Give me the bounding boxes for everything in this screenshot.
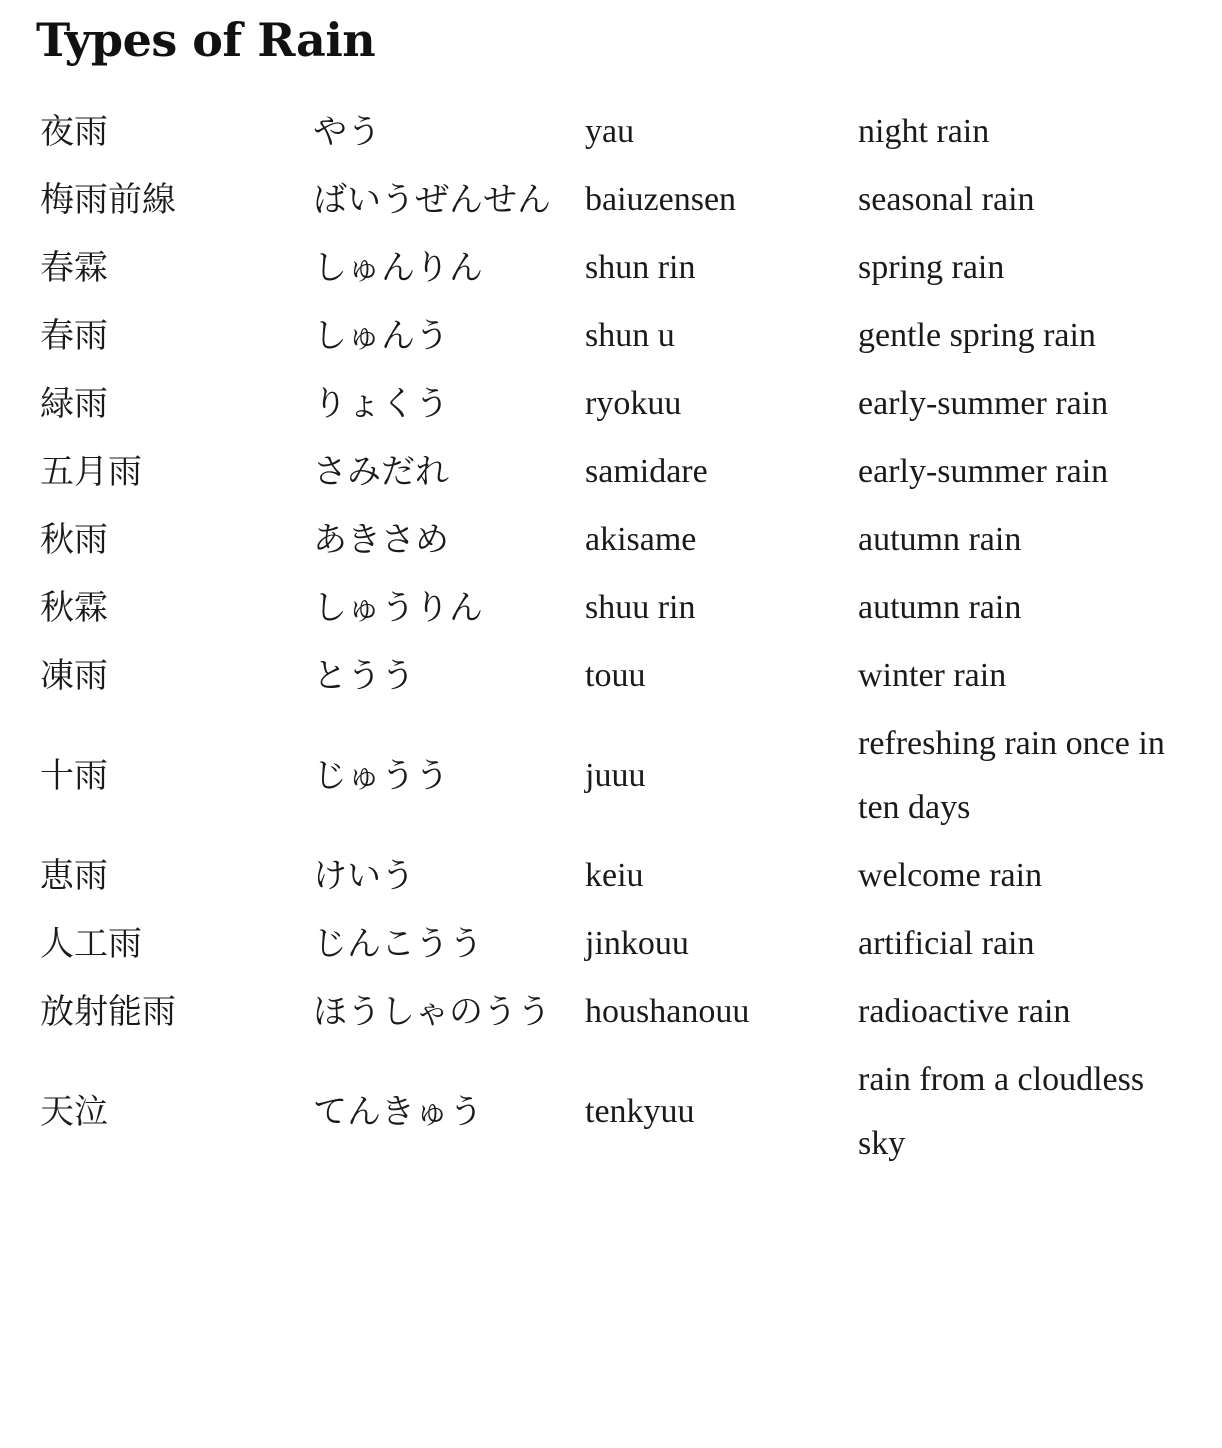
kana-cell: じゅうう (313, 756, 449, 796)
kanji-cell: 天泣 (40, 1092, 108, 1132)
romaji-cell: baiuzensen (585, 181, 737, 218)
romaji-cell: yau (585, 113, 635, 150)
meaning-cell: early-summer rain (858, 385, 1109, 422)
kanji-cell: 十雨 (40, 756, 108, 796)
table-row (36, 978, 1186, 1046)
kanji-cell: 春霖 (40, 248, 108, 288)
meaning-cell: gentle spring rain (858, 317, 1096, 354)
table-row (36, 302, 1186, 370)
kana-cell: しゅんう (313, 316, 449, 356)
kana-cell: しゅんりん (313, 248, 483, 288)
romaji-cell: touu (585, 657, 646, 694)
meaning-cell: radioactive rain (858, 993, 1071, 1030)
meaning-cell: artificial rain (858, 925, 1035, 962)
table-row (36, 438, 1186, 506)
table-row (36, 1046, 1186, 1178)
romaji-cell: shun rin (585, 249, 696, 286)
table-row (36, 370, 1186, 438)
meaning-cell: early-summer rain (858, 453, 1109, 490)
table-row (36, 166, 1186, 234)
rain-types-table (36, 98, 1186, 1178)
table-row (36, 842, 1186, 910)
romaji-cell: jinkouu (585, 925, 689, 962)
meaning-cell: seasonal rain (858, 181, 1035, 218)
kana-cell: やう (313, 112, 381, 152)
kana-cell: ばいうぜんせん (313, 180, 551, 220)
meaning-cell: autumn rain (858, 521, 1022, 558)
romaji-cell: samidare (585, 453, 708, 490)
kanji-cell: 放射能雨 (40, 992, 176, 1032)
meaning-cell: night rain (858, 113, 990, 150)
romaji-cell: ryokuu (585, 385, 682, 422)
table-row (36, 910, 1186, 978)
kanji-cell: 人工雨 (40, 924, 142, 964)
kana-cell: じんこうう (313, 924, 483, 964)
kana-cell: ほうしゃのうう (313, 992, 551, 1032)
table-row (36, 234, 1186, 302)
kana-cell: あきさめ (313, 520, 449, 560)
kana-cell: りょくう (313, 384, 449, 424)
romaji-cell: tenkyuu (585, 1093, 695, 1130)
table-row (36, 98, 1186, 166)
meaning-cell: spring rain (858, 249, 1005, 286)
kana-cell: てんきゅう (313, 1092, 483, 1132)
kanji-cell: 秋霖 (40, 588, 108, 628)
kana-cell: しゅうりん (313, 588, 483, 628)
kanji-cell: 梅雨前線 (40, 180, 176, 220)
table-row (36, 574, 1186, 642)
meaning-cell: rain from a cloudless sky (858, 1061, 1145, 1162)
romaji-cell: keiu (585, 857, 644, 894)
kanji-cell: 秋雨 (40, 520, 108, 560)
kanji-cell: 五月雨 (40, 452, 142, 492)
kanji-cell: 春雨 (40, 316, 108, 356)
romaji-cell: shun u (585, 317, 675, 354)
table-row (36, 642, 1186, 710)
meaning-cell: welcome rain (858, 857, 1043, 894)
romaji-cell: shuu rin (585, 589, 696, 626)
kanji-cell: 凍雨 (40, 656, 108, 696)
table-row (36, 710, 1186, 842)
table-row (36, 506, 1186, 574)
meaning-cell: autumn rain (858, 589, 1022, 626)
kanji-cell: 緑雨 (40, 384, 108, 424)
meaning-cell: refreshing rain once in ten days (858, 725, 1165, 826)
romaji-cell: houshanouu (585, 993, 750, 1030)
kanji-cell: 夜雨 (40, 112, 108, 152)
kana-cell: けいう (313, 856, 415, 896)
kana-cell: とうう (313, 656, 415, 696)
meaning-cell: winter rain (858, 657, 1007, 694)
rain-types-body (36, 98, 1186, 1178)
kanji-cell: 恵雨 (40, 856, 108, 896)
romaji-cell: akisame (585, 521, 697, 558)
page-title: Types of Rain (36, 13, 376, 67)
romaji-cell: juuu (585, 757, 646, 794)
kana-cell: さみだれ (313, 452, 449, 492)
